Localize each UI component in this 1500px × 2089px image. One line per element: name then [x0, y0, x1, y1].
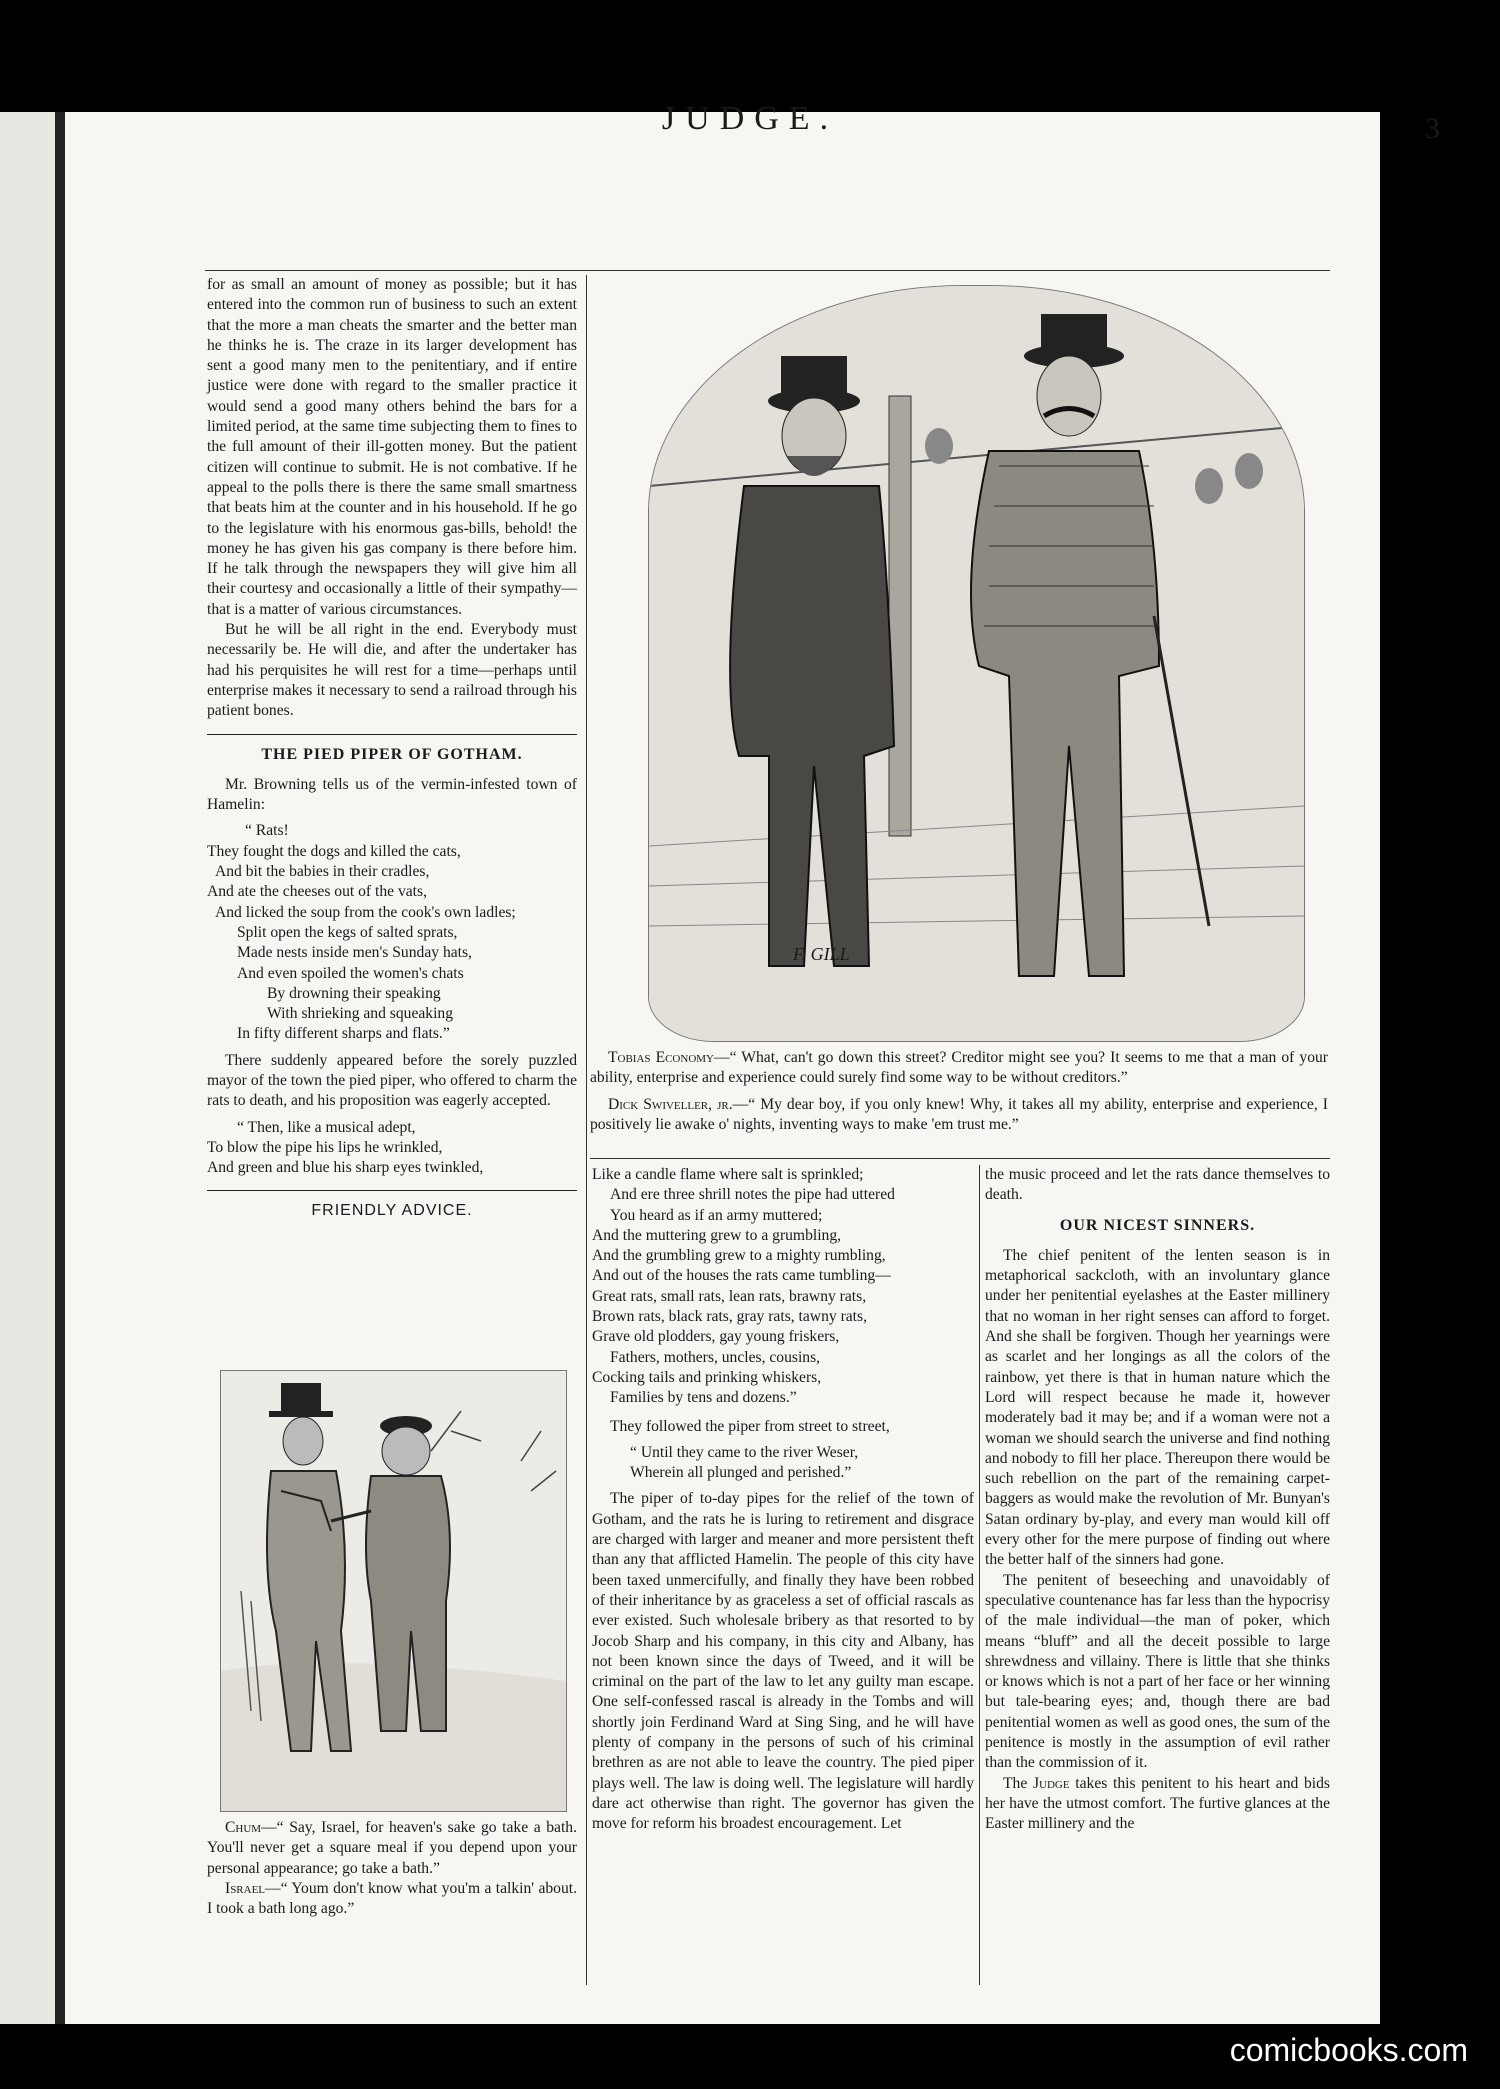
page-spine [55, 112, 65, 2024]
verse-line: Split open the kegs of salted sprats, [237, 923, 458, 941]
artist-signature: F. GILL [793, 944, 850, 964]
poem-verse [207, 821, 577, 1044]
verse-line: And bit the babies in their cradles, [215, 863, 430, 881]
verse-line: Wherein all plunged and perished.” [630, 1464, 852, 1482]
speaker-name: Dick Swiveller, jr. [608, 1095, 733, 1113]
poem-verse [207, 1118, 577, 1179]
caption-text: —“ Youm don't know what you'm a talkin' about. I took a bath long ago.” [207, 1879, 577, 1918]
verse-line: Great rats, small rats, lean rats, brawny rats, [592, 1287, 867, 1305]
watermark: comicbooks.com [1229, 2032, 1468, 2068]
judge-name: Judge [1032, 1774, 1070, 1792]
article-paragraph [985, 1774, 1330, 1835]
main-cartoon-illustration [648, 285, 1305, 1042]
caption-text: —“ My dear boy, if you only knew! Why, it takes all my ability, enterprise and experience, I positively lie awake o' nights, inventing ways to make 'em trust me.” [590, 1095, 1329, 1133]
column-divider [979, 1165, 980, 1985]
verse-line: By drowning their speaking [267, 984, 441, 1002]
caption-text: —“ What, can't go down this street? Creditor might see you? It seems to me that a man of your ability, enterprise and experience could surely find some way to be without creditors.” [590, 1049, 1328, 1087]
poem-verse [592, 1165, 974, 1409]
column-divider [586, 275, 587, 1985]
verse-line: And green and blue his sharp eyes twinkled, [207, 1159, 484, 1177]
section-rule [207, 734, 577, 735]
page-number: 3 [1425, 112, 1440, 145]
column-right [985, 1165, 1330, 1835]
verse-line: Brown rats, black rats, gray rats, tawny rats, [592, 1308, 867, 1326]
speaker-name: Israel [225, 1879, 266, 1897]
friendly-advice-illustration [220, 1370, 567, 1812]
heading-pied-piper: THE PIED PIPER OF GOTHAM. [261, 745, 523, 763]
pied-piper-intro: Mr. Browning tells us of the vermin-infested town of Hamelin: [207, 775, 577, 814]
verse-line: And out of the houses the rats came tumbling— [592, 1267, 891, 1285]
heading-nicest-sinners: OUR NICEST SINNERS. [1059, 1216, 1256, 1234]
verse-line: Grave old plodders, gay young friskers, [592, 1328, 840, 1346]
article-paragraph: for as small an amount of money as possible; but it has entered into the common run of business to such an extent that the more a man cheats the smarter and the better man he thinks he is. The craze in its larger development has sent a good many men to the penitentiary, and if entire justice were done with regard to the smaller practice it would send a good many others behind the bars for a limited period, at the same time subjecting them to fines to the full amount of their ill-gotten money. But the patient citizen will continue to submit. He is not combative. If he appeal to the polls there is there the same small smartness that beats him at the counter and in his household. If he go to the legislature with his enormous gas-bills, behold! the money he has given his gas company is there before him. If he talk through the newspapers they will give him all their courtesy and occasionally a little of their sympathy—that is a matter of various circumstances. [207, 276, 577, 618]
pied-piper-paragraph: There suddenly appeared before the sorely puzzled mayor of the town the pied piper, who offered to charm the rats to death, and his proposition was eagerly accepted. [207, 1051, 577, 1110]
main-cartoon-caption [590, 1048, 1328, 1135]
verse-line: “ Rats! [245, 822, 289, 840]
article-paragraph: the music proceed and let the rats dance themselves to death. [985, 1166, 1330, 1204]
text-span: takes this penitent to his heart and bids her have the utmost comfort. The furtive glances at the Easter millinery and the [985, 1774, 1330, 1833]
verse-line: You heard as if an army muttered; [610, 1206, 823, 1224]
header-rule [205, 270, 1330, 271]
article-paragraph: They followed the piper from street to street, [610, 1417, 890, 1435]
text-span: The [1003, 1774, 1033, 1792]
verse-line: They fought the dogs and killed the cats, [207, 842, 461, 860]
verse-line: Made nests inside men's Sunday hats, [237, 944, 472, 962]
caption-text: —“ Say, Israel, for heaven's sake go take a bath. You'll never get a square meal if you depend upon your personal appearance; go take a bath.” [207, 1819, 577, 1877]
verse-line: And the muttering grew to a grumbling, [592, 1226, 842, 1244]
friendly-advice-caption [207, 1818, 577, 1919]
poem-verse [592, 1443, 974, 1484]
verse-line: Fathers, mothers, uncles, cousins, [610, 1348, 821, 1366]
speaker-name: Chum [225, 1819, 262, 1836]
verse-line: Cocking tails and prinking whiskers, [592, 1368, 822, 1386]
verse-line: To blow the pipe his lips he wrinkled, [207, 1138, 443, 1156]
verse-line: Families by tens and dozens.” [610, 1389, 797, 1407]
heading-friendly-advice: FRIENDLY ADVICE. [311, 1202, 473, 1220]
article-paragraph: The piper of to-day pipes for the relief of the town of Gotham, and the rats he is luring to retirement and disgrace are charged with larger and meaner and more persistent theft than any that afflicted Hamelin. The people of this city have been taxed unmercifully, and finally they have been robbed of their inheritance by as graceless a set of official rascals as ever existed. Such wholesale bribery as that resorted to by Jocob Sharp and his company, in this city and Albany, has not been known since the days of Tweed, and it will be criminal on the part of the law to let any guilty man escape. One self-confessed rascal is already in the Tombs and will shortly join Ferdinand Ward at Sing Sing, and he will have plenty of company in the persons of such of his criminal brethren as are not able to leave the country. The pied piper plays well. The law is doing well. The legislature will hardly dare act otherwise than right. The governor has given the move for reform his broadest encouragement. Let [592, 1490, 974, 1833]
column-left [207, 275, 577, 1232]
verse-line: In fifty different sharps and flats.” [237, 1025, 450, 1043]
column-middle [592, 1165, 974, 1835]
article-paragraph: But he will be all right in the end. Everybody must necessarily be. He will die, and after the undertaker has had his perquisites he will rest for a time—perhaps until enterprise makes it necessary to send a railroad through his patient bones. [207, 621, 577, 720]
verse-line: And licked the soup from the cook's own ladles; [215, 903, 516, 921]
article-paragraph: The chief penitent of the lenten season is in metaphorical sackcloth, with an involuntary glance under her penitential eyelashes at the Easter millinery that no woman in her right senses can afford to forget. And she shall be forgiven. Though her yearnings were as scarlet and her longings as all the colors of the rainbow, yet there is that in human nature which the Lord will respect because he made it, however moderately bad it may be; and if a woman were not a woman we should search the universe and find nothing and nobody to fill her place. Thereupon there would be such rebellion on the part of the remaining carpet-baggers as would make the revolution of Mr. Bunyan's Satan ordinary by-play, and every man would kill off every other for the mere purpose of finding out where the better half of the sinners had gone. [985, 1246, 1330, 1569]
speaker-name: Tobias Economy [608, 1049, 714, 1066]
section-rule [207, 1190, 577, 1191]
verse-line: Like a candle flame where salt is sprinkled; [592, 1166, 864, 1183]
verse-line: And the grumbling grew to a mighty rumbling, [592, 1247, 886, 1265]
article-paragraph: The penitent of beseeching and unavoidably of speculative countenance has far less than the hypocrisy of the male individual—the man of poker, which means “bluff” and all the deceit possible to large shrewdness and villainy. There is little that she thinks or knows which is not a part of her face or her winning but tale-bearing eyes; and, though there are bad penitential women as well as good ones, the sum of the penitence is mostly in the assumption of evil rather than the commission of it. [985, 1571, 1330, 1772]
previous-page-edge [0, 112, 55, 2024]
verse-line: And ate the cheeses out of the vats, [207, 883, 427, 901]
section-rule [590, 1158, 1330, 1159]
verse-line: And even spoiled the women's chats [237, 964, 464, 982]
verse-line: “ Until they came to the river Weser, [630, 1443, 859, 1461]
verse-line: With shrieking and squeaking [267, 1005, 454, 1023]
verse-line: And ere three shrill notes the pipe had uttered [610, 1186, 895, 1204]
masthead: JUDGE. [661, 100, 839, 137]
verse-line: “ Then, like a musical adept, [237, 1118, 416, 1136]
